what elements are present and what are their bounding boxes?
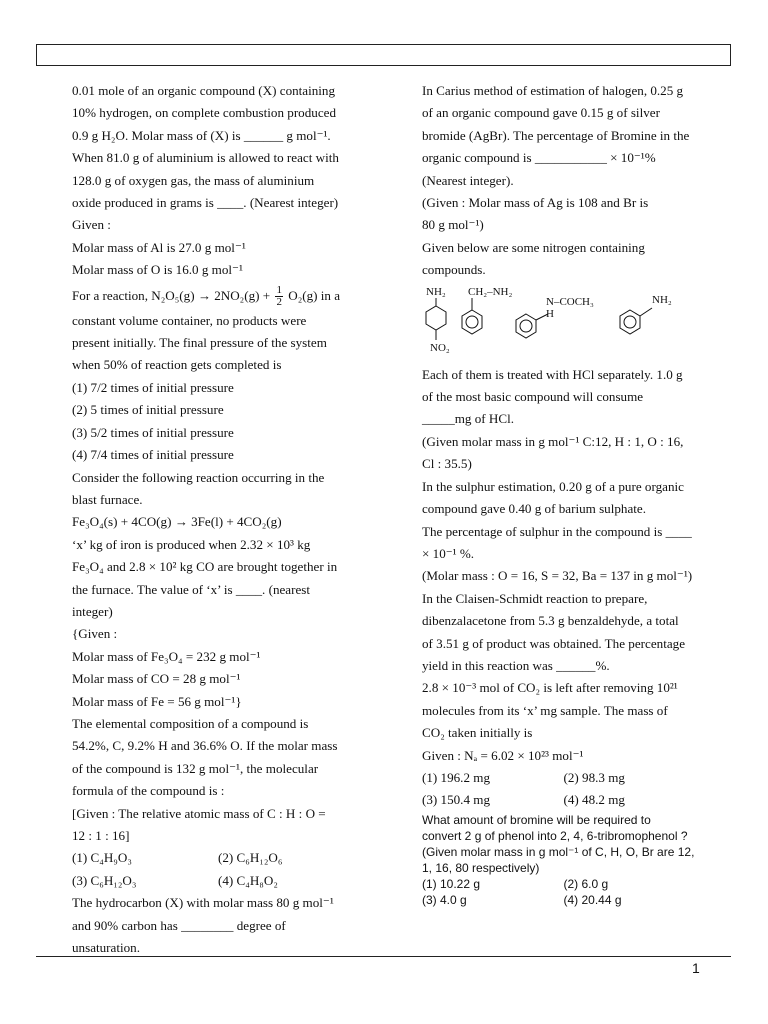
- option: (4) 20.44 g: [563, 892, 622, 907]
- text-line: (Molar mass : O = 16, S = 32, Ba = 137 in g mol⁻¹): [422, 568, 693, 584]
- option: (4) 48.2 mg: [563, 792, 625, 808]
- text-line: _____mg of HCl.: [422, 411, 515, 427]
- text-line: Cl : 35.5): [422, 456, 472, 472]
- text-line: 80 g mol⁻¹): [422, 217, 484, 233]
- reaction-line: [72, 282, 364, 310]
- structure-1-top-label: NH₂: [426, 285, 446, 298]
- text-line: Consider the following reaction occurring in the: [72, 469, 325, 485]
- text-line: Given below are some nitrogen containing: [422, 239, 645, 255]
- text-line: formula of the compound is :: [72, 783, 225, 799]
- text-line: When 81.0 g of aluminium is allowed to react with: [72, 150, 339, 166]
- text-line: [Given : The relative atomic mass of C : H : O =: [72, 805, 326, 821]
- structure-3-sub-label: N–COCH₃: [546, 295, 594, 308]
- text-line: of 3.51 g of product was obtained. The percentage: [422, 635, 686, 651]
- nitrogen-compound-structures: [422, 284, 705, 360]
- text-line: Fe₃O₄(s) + 4CO(g) → 3Fe(l) + 4CO₂(g): [72, 514, 282, 530]
- text-line: oxide produced in grams is ____. (Nearest integer): [72, 195, 339, 211]
- text-line: of the compound is 132 g mol⁻¹, the molecular: [72, 760, 319, 776]
- reaction-suffix: O₂(g) in a: [288, 287, 341, 303]
- benzene-ring-2: [462, 310, 482, 334]
- text-line: Given : Nₐ = 6.02 × 10²³ mol⁻¹: [422, 747, 584, 763]
- option: (1) 10.22 g: [422, 876, 481, 891]
- text-line: when 50% of reaction gets completed is: [72, 357, 282, 373]
- question-q6: [72, 892, 364, 959]
- text-line: Fe₃O₄ and 2.8 × 10² kg CO are brought together in: [72, 559, 338, 575]
- options-grid: [422, 767, 705, 812]
- question-q3: [72, 282, 364, 467]
- question-q8: [422, 237, 705, 476]
- text-line: the furnace. The value of ‘x’ is ____. (nearest: [72, 581, 311, 597]
- text-line: (Given : Molar mass of Ag is 108 and Br is: [422, 195, 649, 211]
- text-line: What amount of bromine will be required to: [422, 812, 651, 827]
- option-line: (1) 7/2 times of initial pressure: [72, 379, 234, 395]
- text-line: molecules from its ‘x’ mg sample. The mass of: [422, 702, 668, 718]
- option: (2) 6.0 g: [563, 876, 609, 891]
- page-number: 1: [692, 960, 700, 976]
- text-line: ‘x’ kg of iron is produced when 2.32 × 10³ kg: [72, 536, 311, 552]
- options-grid: [422, 876, 705, 908]
- question-q10: [422, 588, 705, 678]
- text-line: The percentage of sulphur in the compound is ____: [422, 523, 692, 539]
- benzene-ring-3: [516, 314, 536, 338]
- text-line: Each of them is treated with HCl separately. 1.0 g: [422, 366, 683, 382]
- text-line: 12 : 1 : 16]: [72, 828, 130, 843]
- text-line: Molar mass of Al is 27.0 g mol⁻¹: [72, 239, 246, 255]
- structure-1-bottom-label: NO₂: [430, 341, 450, 354]
- option: (3) C₆H₁₂O₃: [72, 872, 137, 888]
- structure-3-h-label: H: [546, 307, 554, 320]
- right-column: [422, 80, 705, 908]
- text-line: dibenzalacetone from 5.3 g benzaldehyde, a total: [422, 613, 679, 629]
- option-line: (2) 5 times of initial pressure: [72, 402, 224, 418]
- text-line: of the most basic compound will consume: [422, 389, 644, 405]
- text-line: Molar mass of Fe₃O₄ = 232 g mol⁻¹: [72, 648, 261, 664]
- text-line: compound gave 0.40 g of barium sulphate.: [422, 501, 647, 517]
- fraction-denominator: 2: [276, 296, 282, 309]
- question-q11: [422, 677, 705, 811]
- option: (2) 98.3 mg: [563, 769, 625, 785]
- text-line: present initially. The final pressure of the system: [72, 335, 327, 351]
- text-line: (Given molar mass in g mol⁻¹ C:12, H : 1, O : 16,: [422, 433, 684, 449]
- structure-2-top-label: CH₂–NH₂: [468, 285, 513, 298]
- text-line: In the sulphur estimation, 0.20 g of a pure organic: [422, 478, 684, 494]
- text-line: In the Claisen-Schmidt reaction to prepare,: [422, 590, 648, 606]
- text-line: {Given :: [72, 626, 118, 642]
- text-line: of an organic compound gave 0.15 g of silver: [422, 105, 660, 121]
- option: (1) C₄H₉O₃: [72, 850, 132, 866]
- left-column: [72, 80, 364, 959]
- question-q2: [72, 147, 364, 281]
- header-box: [36, 44, 731, 66]
- text-line: compounds.: [422, 262, 486, 278]
- text-line: constant volume container, no products were: [72, 312, 307, 328]
- option: (1) 196.2 mg: [422, 769, 491, 785]
- text-line: organic compound is ___________ × 10⁻¹%: [422, 150, 656, 166]
- text-line: CO₂ taken initially is: [422, 725, 533, 741]
- text-line: (Nearest integer).: [422, 172, 514, 188]
- footer-rule: [36, 956, 731, 957]
- text-line: yield in this reaction was ______%.: [422, 657, 610, 673]
- question-q12: [422, 812, 705, 908]
- question-q5: [72, 713, 364, 892]
- text-line: 54.2%, C, 9.2% H and 36.6% O. If the molar mass: [72, 738, 338, 754]
- option-line: (4) 7/4 times of initial pressure: [72, 447, 234, 463]
- text-line: integer): [72, 603, 113, 619]
- reaction-prefix: For a reaction, N₂O₅(g) → 2NO₂(g) +: [72, 287, 271, 303]
- fraction-numerator: 1: [276, 284, 282, 297]
- text-line: × 10⁻¹ %.: [422, 545, 475, 561]
- question-q9: [422, 476, 705, 588]
- option: (2) C₆H₁₂O₆: [218, 850, 283, 866]
- option: (3) 150.4 mg: [422, 792, 491, 808]
- text-line: Given :: [72, 217, 111, 233]
- option-line: (3) 5/2 times of initial pressure: [72, 424, 234, 440]
- options-grid: [72, 847, 364, 892]
- text-line: Molar mass of Fe = 56 g mol⁻¹}: [72, 693, 242, 709]
- text-line: (Given molar mass in g mol⁻¹ of C, H, O, Br are 12,: [422, 844, 695, 859]
- question-q1: [72, 80, 364, 147]
- question-q7: [422, 80, 705, 237]
- text-line: and 90% carbon has ________ degree of: [72, 917, 286, 933]
- option: (3) 4.0 g: [422, 892, 467, 907]
- text-line: In Carius method of estimation of halogen, 0.25 g: [422, 83, 684, 98]
- text-line: convert 2 g of phenol into 2, 4, 6-tribromophenol ?: [422, 828, 688, 843]
- text-line: 128.0 g of oxygen gas, the mass of aluminium: [72, 172, 315, 188]
- structure-4-sub-label: NH₂: [652, 293, 672, 306]
- text-line: 1, 16, 80 respectively): [422, 860, 540, 875]
- benzene-ring-4: [620, 310, 640, 334]
- text-line: The elemental composition of a compound is: [72, 715, 309, 731]
- text-line: bromide (AgBr). The percentage of Bromine in the: [422, 127, 690, 143]
- text-line: blast furnace.: [72, 491, 143, 507]
- text-line: 0.9 g H₂O. Molar mass of (X) is ______ g mol⁻¹.: [72, 127, 331, 143]
- text-line: unsaturation.: [72, 940, 141, 956]
- text-line: 10% hydrogen, on complete combustion produced: [72, 105, 336, 121]
- text-line: The hydrocarbon (X) with molar mass 80 g mol⁻¹: [72, 895, 334, 911]
- text-line: Molar mass of O is 16.0 g mol⁻¹: [72, 262, 243, 278]
- text-line: 0.01 mole of an organic compound (X) containing: [72, 83, 336, 98]
- text-line: Molar mass of CO = 28 g mol⁻¹: [72, 671, 241, 687]
- option: (4) C₄H₈O₂: [218, 872, 278, 888]
- fraction-half: [275, 285, 283, 308]
- text-line: 2.8 × 10⁻³ mol of CO₂ is left after removing 10²¹: [422, 680, 678, 696]
- benzene-ring-1: [426, 306, 446, 330]
- question-q4: [72, 467, 364, 713]
